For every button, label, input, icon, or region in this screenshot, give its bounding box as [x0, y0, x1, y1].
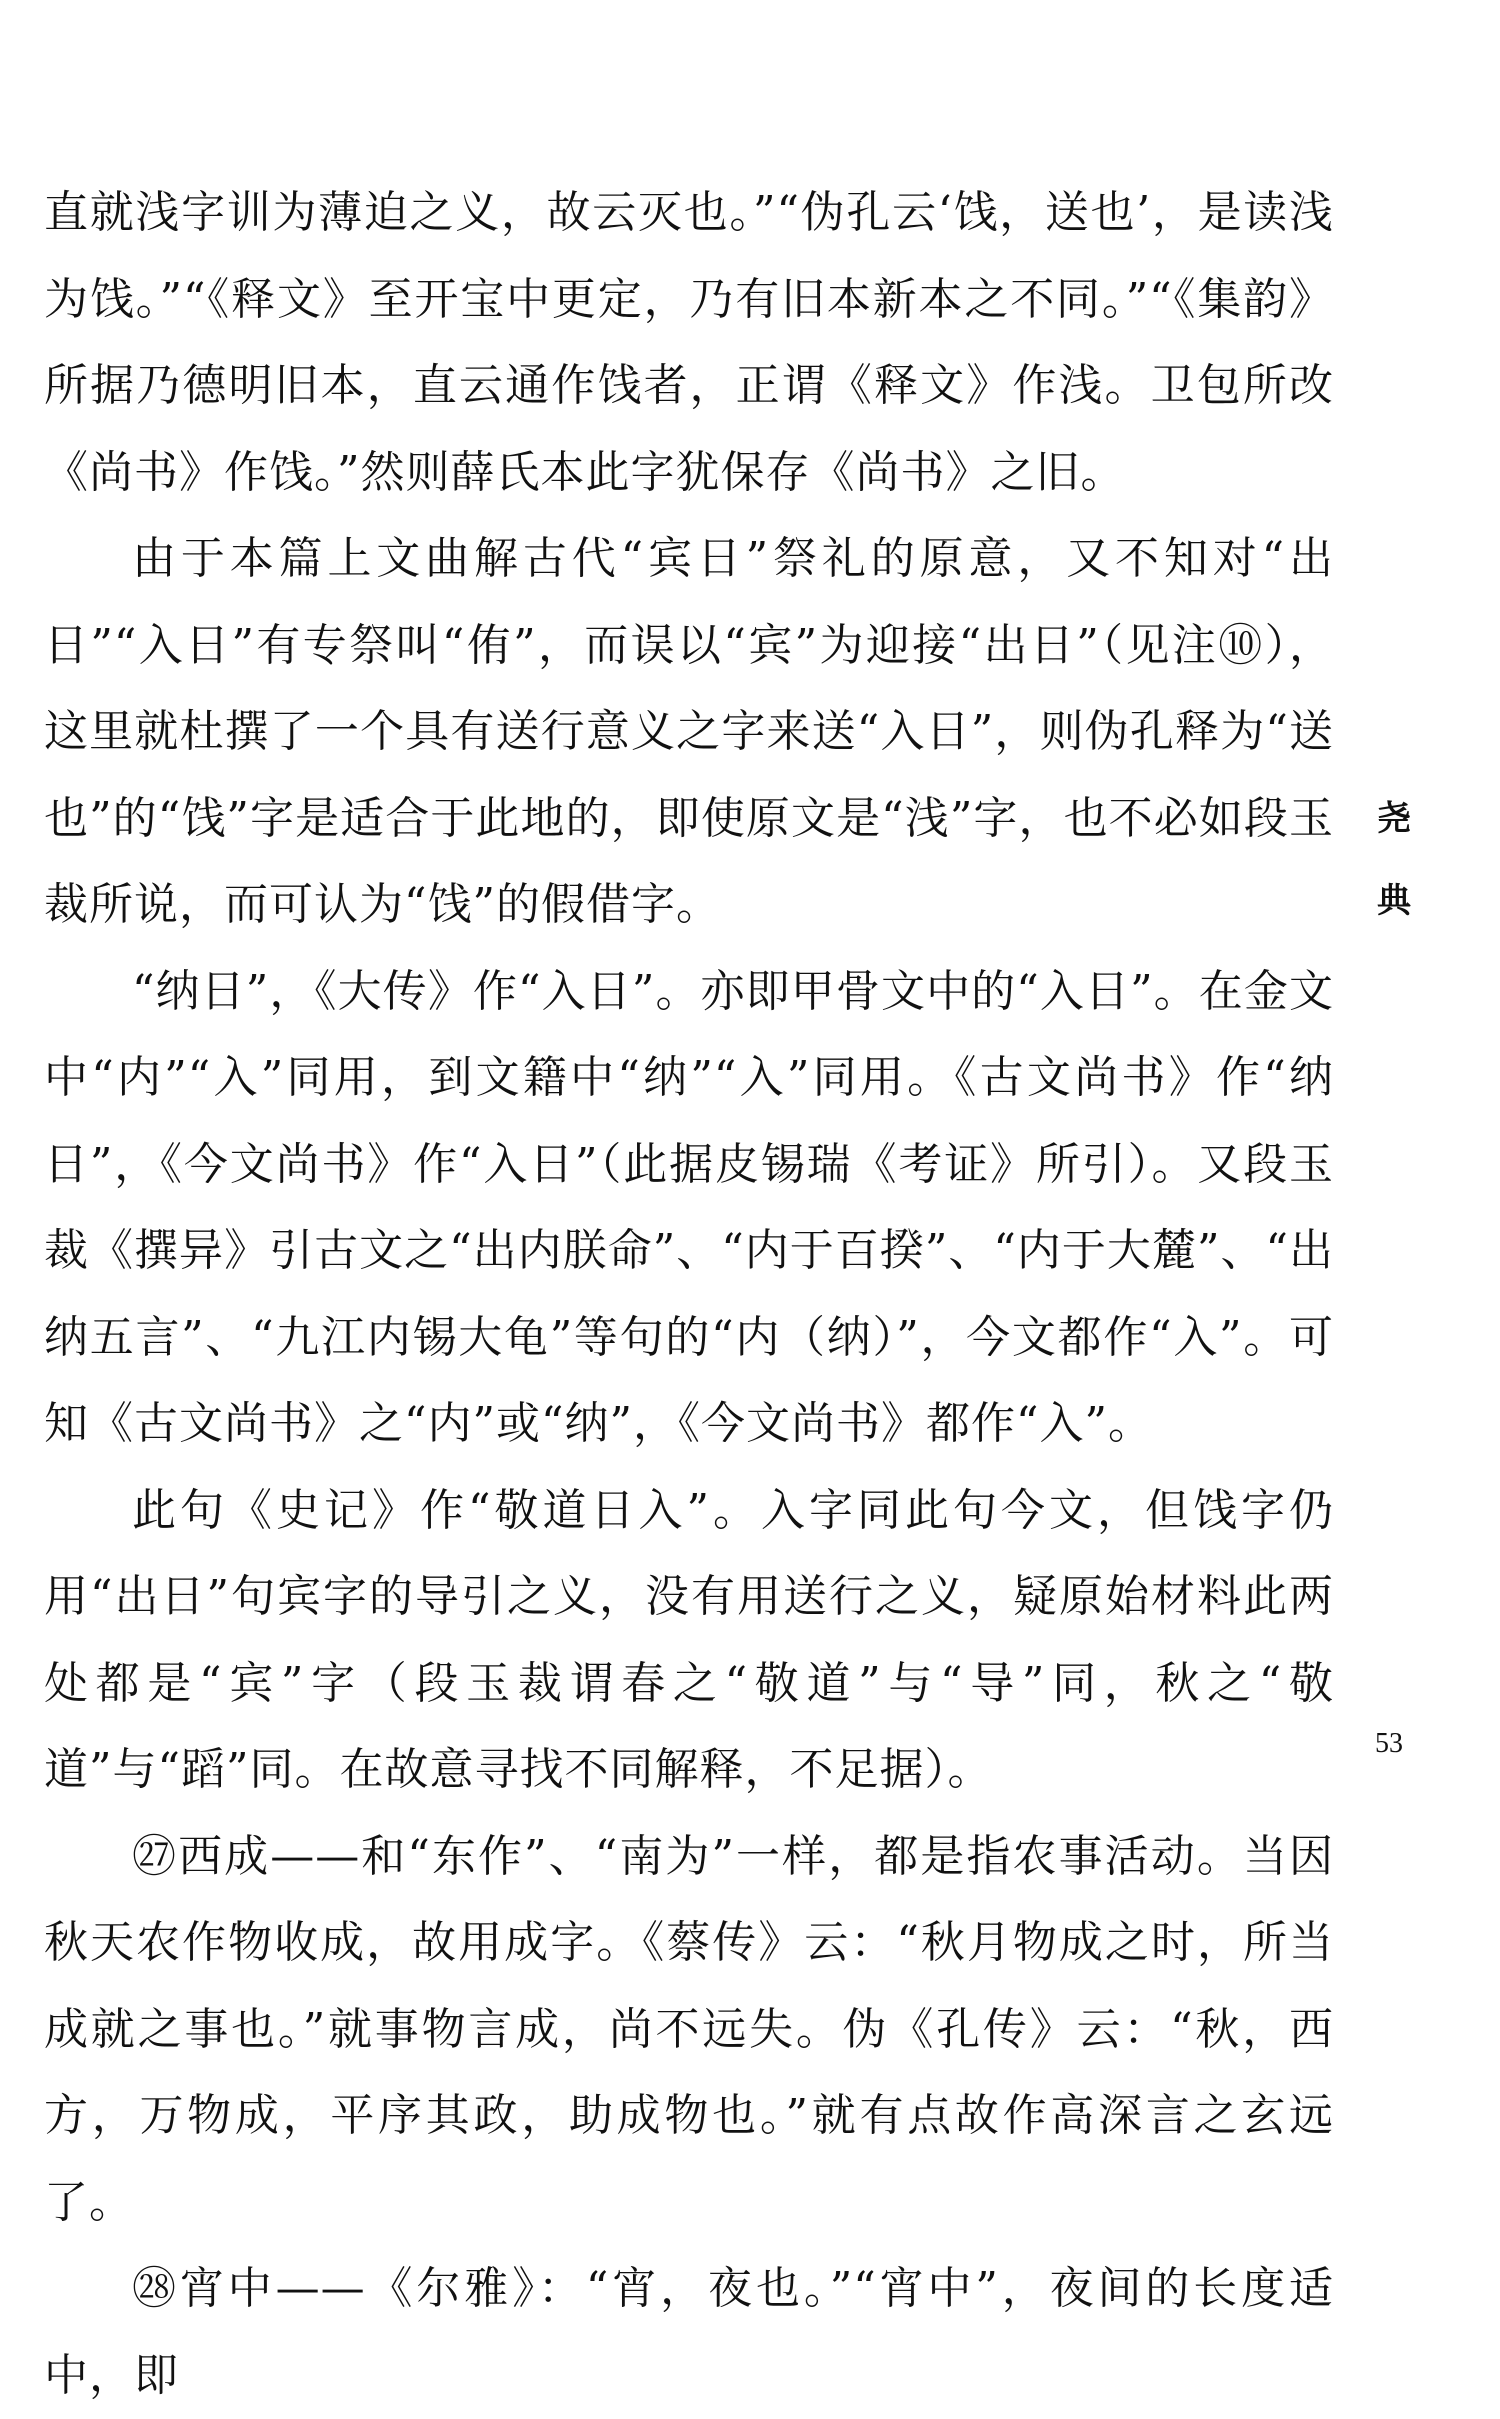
- note-27-xi-cheng: ㉗西成——和“东作”、“南为”一样，都是指农事活动。当因秋天农作物收成，故用成字。《蔡传》云：“秋月物成之时，所当成就之事也。”就事物言成，尚不远失。伪《孔传》云：“秋，西方，万物成，平序其政，助成物也。”就有点故作高深言之玄远了。: [44, 1830, 1334, 2228]
- paragraph-na-ri: “纳日”，《大传》作“入日”。亦即甲骨文中的“入日”。在金文中“内”“入”同用，到文籍中“纳”“入”同用。《古文尚书》作“纳日”，《今文尚书》作“入日”（此据皮锡瑞《考证》所引）。又段玉裁《撰异》引古文之“出内朕命”、“内于百揆”、“内于大麓”、“出纳五言”、“九江内锡大龟”等句的“内（纳）”，今文都作“入”。可知《古文尚书》之“内”或“纳”，《今文尚书》都作“入”。: [44, 965, 1334, 1449]
- paragraph-continuation: 直就浅字训为薄迫之义，故云灭也。”“伪孔云‘饯，送也’，是读浅为饯。”“《释文》至开宝中更定，乃有旧本新本之不同。”“《集韵》所据乃德明旧本，直云通作饯者，正谓《释文》作浅。卫包所改《尚书》作饯。”然则薛氏本此字犹保存《尚书》之旧。: [44, 187, 1334, 498]
- running-head-chapter-title: [1372, 778, 1416, 942]
- paragraph-shiji-variant: 此句《史记》作“敬道日入”。入字同此句今文，但饯字仍用“出日”句宾字的导引之义，没有用送行之义，疑原始材料此两处都是“宾”字（段玉裁谓春之“敬道”与“导”同，秋之“敬道”与“蹈”同。在故意寻找不同解释，不足据）。: [44, 1484, 1334, 1795]
- note-28-xiao-zhong: ㉘宵中——《尔雅》：“宵，夜也。”“宵中”，夜间的长度适中，即: [44, 2263, 1334, 2401]
- running-head-char-2: 典: [1377, 881, 1411, 921]
- page-number: 53: [1375, 1728, 1403, 1759]
- paragraph-bin-ri-commentary: 由于本篇上文曲解古代“宾日”祭礼的原意，又不知对“出日”“入日”有专祭叫“侑”，而误以“宾”为迎接“出日”（见注⑩），这里就杜撰了一个具有送行意义之字来送“入日”，则伪孔释为“送也”的“饯”字是适合于此地的，即使原文是“浅”字，也不必如段玉裁所说，而可认为“饯”的假借字。: [44, 533, 1334, 930]
- body-text: [44, 170, 1334, 2419]
- running-head-char-1: 尧: [1377, 799, 1411, 839]
